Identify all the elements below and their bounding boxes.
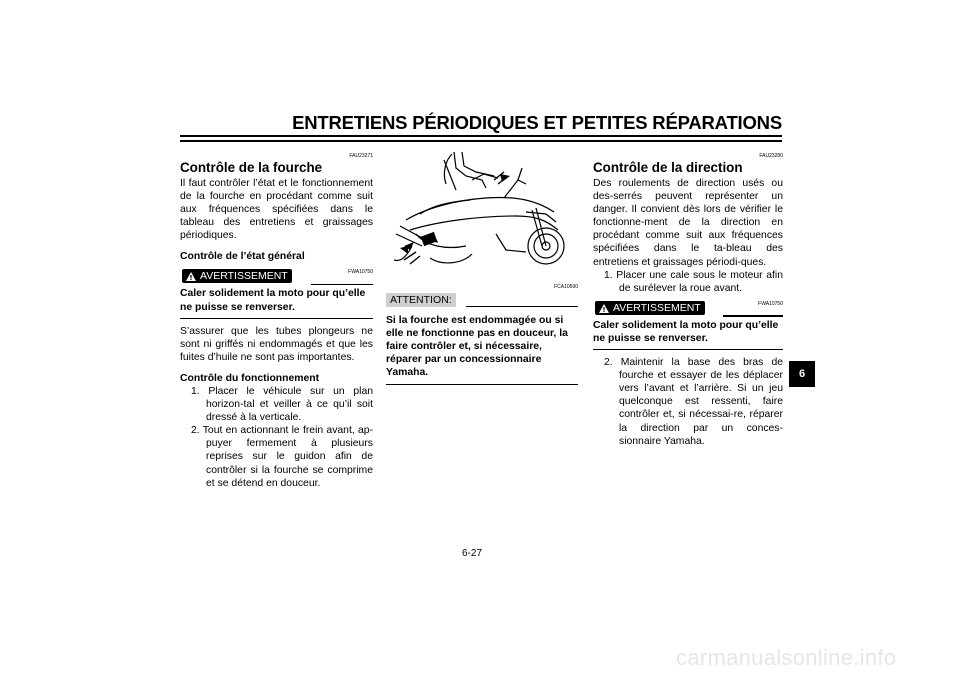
operation-steps: [180, 385, 373, 490]
column-steering-check: [593, 147, 783, 448]
list-item: 1. Placer une cale sous le moteur afin de surélever la roue avant.: [604, 269, 783, 294]
section-heading: Contrôle de la fourche: [180, 160, 323, 175]
steering-step-2: [593, 356, 783, 448]
warning-header: [180, 267, 373, 287]
warning-rule: [311, 284, 373, 286]
list-item: 2. Maintenir la base des bras de fourche et essayer de les déplacer vers l’avant et l’arrière. Si un jeu quelconque est ressenti, faire contrôler et, si nécessai-re, réparer la direction par un conces-sionnaire Yamaha.: [604, 357, 783, 447]
intro-paragraph: Des roulements de direction usés ou des-serrés peuvent représenter un danger. Il convient dès lors de vérifier le fonctionne-ment de la direction en procédant comme suit aux fréquences spécifiées dans le ta-bleau des entretiens et graissages périodi-ques.: [593, 178, 783, 268]
page-title: ENTRETIENS PÉRIODIQUES ET PETITES RÉPARATIONS: [292, 112, 782, 133]
warning-code: FWA10750: [348, 269, 373, 276]
warning-badge: [182, 269, 292, 283]
column-fork-check: [180, 147, 373, 490]
steering-step-1: [593, 269, 783, 295]
warning-text: Caler solidement la moto pour qu’elle ne puisse se renverser.: [180, 287, 373, 318]
subheading-general: Contrôle de l’état général: [180, 251, 305, 263]
warning-text: Caler solidement la moto pour qu’elle ne puisse se renverser.: [593, 319, 783, 350]
warning-badge: [595, 301, 705, 315]
attention-text: Si la fourche est endommagée ou si elle ne fonctionne pas en douceur, la faire contrôler et, si nécessaire, réparer par un concessionnaire Yamaha.: [386, 314, 578, 384]
warning-triangle-icon: [599, 304, 609, 313]
header-rule-top: [180, 135, 782, 137]
warning-code: FWA10750: [758, 300, 783, 307]
warning-rule: [723, 315, 783, 317]
list-item: 1. Placer le véhicule sur un plan horizon-tal et veiller à ce qu’il soit dressé à la verticale.: [191, 385, 373, 424]
section-code: FAU23280: [759, 153, 783, 159]
warning-header: [593, 299, 783, 319]
warning-label: AVERTISSEMENT: [613, 301, 701, 314]
attention-code: FCA10590: [554, 284, 578, 291]
general-check-text: S’assurer que les tubes plongeurs ne sont ni griffés ni endommagés et que les fuites d’huile ne sont pas importantes.: [180, 325, 373, 363]
subheading-operation: Contrôle du fonctionnement: [180, 372, 320, 384]
chapter-tab: 6: [789, 361, 815, 387]
page-number: 6-27: [462, 548, 483, 559]
warning-triangle-icon: [186, 272, 196, 281]
list-item: 2. Tout en actionnant le frein avant, ap-puyer fermement à plusieurs reprises sur le guidon afin de contrôler si la fourche se comprime et se détend en douceur.: [191, 425, 373, 489]
column-illustration: [386, 150, 578, 391]
intro-paragraph: Il faut contrôler l’état et le fonctionnement de la fourche en procédant comme suit aux fréquences spécifiées dans le tableau des entretiens et graissages périodiques.: [180, 178, 373, 242]
motorcycle-fork-illustration: [386, 150, 578, 270]
header-rule-bottom: [180, 140, 782, 142]
attention-rule: [466, 306, 578, 308]
watermark: carmanualsonline.info: [676, 645, 897, 670]
attention-header: [386, 293, 578, 311]
warning-label: AVERTISSEMENT: [200, 270, 288, 283]
attention-badge: ATTENTION:: [386, 293, 456, 307]
section-code: FAU23271: [349, 153, 373, 159]
section-heading: Contrôle de la direction: [593, 160, 743, 175]
